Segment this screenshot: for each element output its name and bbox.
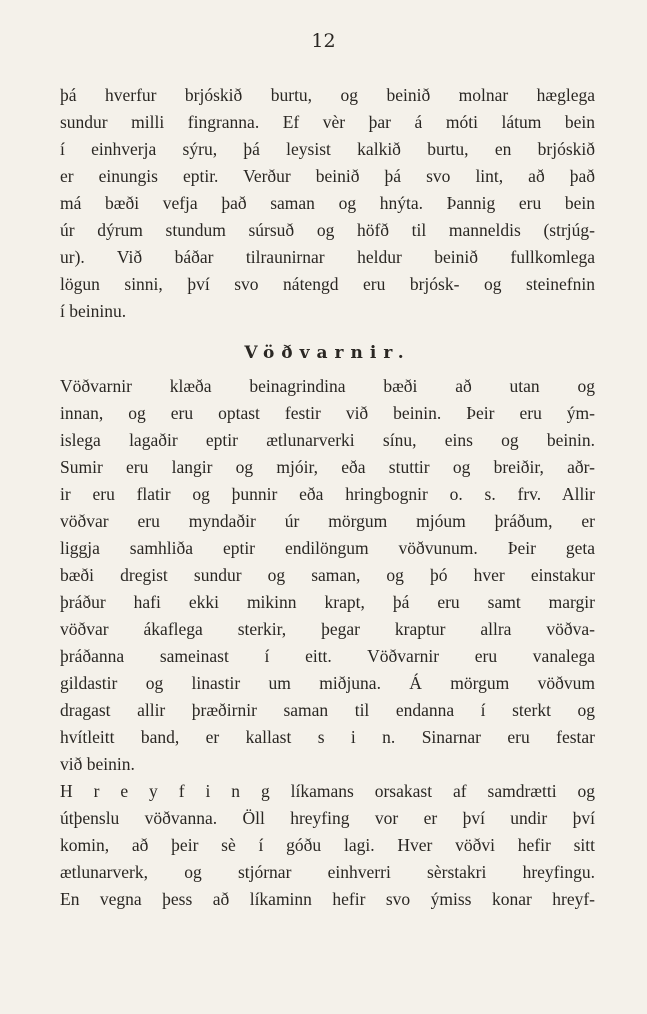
text-line: má bæði vefja það saman og hnýta. Þannig eru bein xyxy=(60,193,595,213)
paragraph-bone-experiment xyxy=(60,82,595,325)
text-line: gildastir og linastir um miðjuna. Á mörgum vöðvum xyxy=(60,673,595,693)
text-line: lögun sinni, því svo nátengd eru brjósk- og steinefnin xyxy=(60,274,595,294)
text-line: þráðanna sameinast í eitt. Vöðvarnir eru vanalega xyxy=(60,646,595,666)
section-heading: Vöðvarnir. xyxy=(244,343,411,363)
text-line: Sumir eru langir og mjóir, eða stuttir og breiðir, aðr- xyxy=(60,457,595,477)
text-line: vöðvar eru myndaðir úr mörgum mjóum þráðum, er xyxy=(60,511,595,531)
text-line: í einhverja sýru, þá leysist kalkið burtu, en brjóskið xyxy=(60,139,595,159)
text-line: liggja samhliða eptir endilöngum vöðvunum. Þeir geta xyxy=(60,538,595,558)
text-line: islega lagaðir eptir ætlunarverki sínu, eins og beinin. xyxy=(60,430,595,450)
page-number: 12 xyxy=(311,30,336,52)
text-line: í beininu. xyxy=(60,301,127,321)
text-line: hvítleitt band, er kallast s i n. Sinarnar eru festar xyxy=(60,727,595,747)
text-line: En vegna þess að líkaminn hefir svo ýmiss konar hreyf- xyxy=(60,889,595,909)
text-line: ir eru flatir og þunnir eða hringbognir o. s. frv. Allir xyxy=(60,484,595,504)
paragraph-movement xyxy=(60,778,595,913)
text-line: ur). Við báðar tilraunirnar heldur beinið fullkomlega xyxy=(60,247,595,267)
page-text xyxy=(60,82,595,913)
text-line: innan, og eru optast festir við beinin. Þeir eru ým- xyxy=(60,403,595,423)
text-line: þá hverfur brjóskið burtu, og beinið molnar hæglega xyxy=(60,85,595,105)
text-line: ætlunarverk, og stjórnar einhverri sèrstakri hreyfingu. xyxy=(60,862,595,882)
text-line: dragast allir þræðirnir saman til endanna í sterkt og xyxy=(60,700,595,720)
text-line: við beinin. xyxy=(60,754,135,774)
text-line: þráður hafi ekki mikinn krapt, þá eru samt margir xyxy=(60,592,595,612)
text-line: vöðvar ákaflega sterkir, þegar kraptur allra vöðva- xyxy=(60,619,595,639)
paragraph-muscles xyxy=(60,373,595,778)
text-line: er einungis eptir. Verður beinið þá svo lint, að það xyxy=(60,166,595,186)
text-line: bæði dregist sundur og saman, og þó hver einstakur xyxy=(60,565,595,585)
text-line: sundur milli fingranna. Ef vèr þar á móti látum bein xyxy=(60,112,595,132)
text-line: H r e y f i n g líkamans orsakast af samdrætti og xyxy=(60,781,595,801)
text-line: útþenslu vöðvanna. Öll hreyfing vor er því undir því xyxy=(60,808,595,828)
text-line: úr dýrum stundum súrsuð og höfð til manneldis (strjúg- xyxy=(60,220,595,240)
text-line: Vöðvarnir klæða beinagrindina bæði að utan og xyxy=(60,376,595,396)
text-line: komin, að þeir sè í góðu lagi. Hver vöðvi hefir sitt xyxy=(60,835,595,855)
